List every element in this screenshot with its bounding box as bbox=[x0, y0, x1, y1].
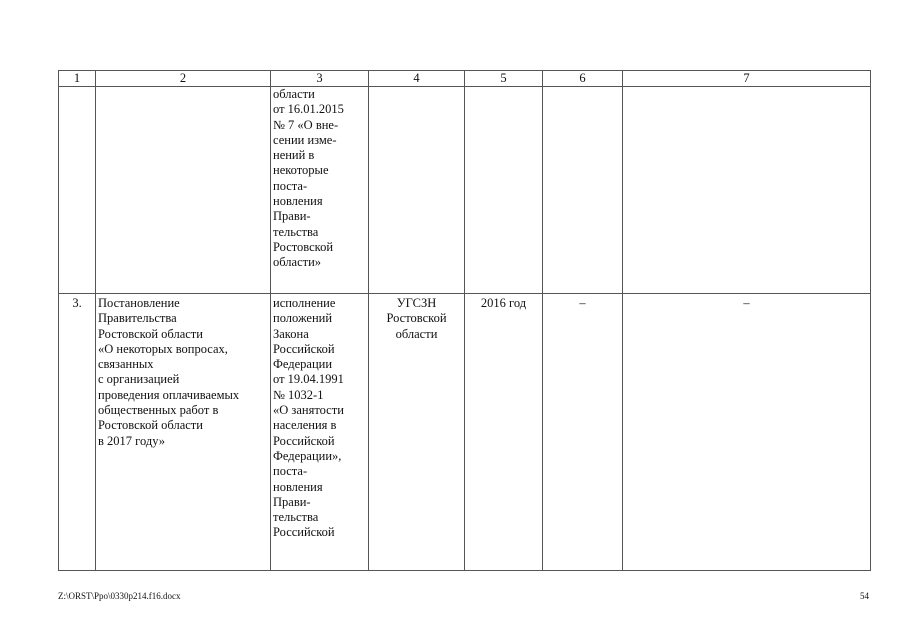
cell-text-line: Российской bbox=[273, 433, 335, 448]
cell-text-line: новления bbox=[273, 479, 323, 494]
cell-text-line: Ростовской bbox=[386, 311, 447, 326]
cell-text-line: области» bbox=[273, 255, 322, 270]
cell-row3-responsible bbox=[369, 294, 465, 571]
cell-continuation-col4 bbox=[369, 87, 465, 294]
cell-row3-document-title bbox=[96, 294, 271, 571]
column-header-2: 2 bbox=[96, 71, 271, 87]
cell-text-line: исполнение bbox=[273, 296, 336, 310]
cell-row3-col7: – bbox=[623, 294, 871, 571]
cell-text-line: Российской bbox=[273, 525, 335, 540]
cell-text-line: в 2017 году» bbox=[98, 433, 166, 448]
footer-file-path: Z:\ORST\Ppo\0330p214.f16.docx bbox=[58, 591, 181, 601]
cell-continuation-col5 bbox=[465, 87, 543, 294]
cell-text-line: поста- bbox=[273, 178, 308, 193]
cell-text-line: связанных bbox=[98, 357, 154, 372]
cell-text-line: области bbox=[273, 87, 315, 101]
cell-text-line: от 16.01.2015 bbox=[273, 102, 344, 117]
cell-text-line: «О некоторых вопросах, bbox=[98, 341, 228, 356]
cell-continuation-col3 bbox=[271, 87, 369, 294]
cell-row3-year: 2016 год bbox=[465, 294, 543, 571]
footer-page-number: 54 bbox=[860, 591, 869, 601]
cell-text-line: № 1032-1 bbox=[273, 387, 324, 402]
cell-text-line: Ростовской области bbox=[98, 326, 203, 341]
cell-text-line: положений bbox=[273, 311, 333, 326]
cell-continuation-col1 bbox=[59, 87, 96, 294]
column-header-6: 6 bbox=[543, 71, 623, 87]
table-header-row bbox=[59, 71, 871, 87]
cell-text-line: Российской bbox=[273, 341, 335, 356]
cell-text-line: проведения оплачиваемых bbox=[98, 387, 240, 402]
cell-text-line: Закона bbox=[273, 326, 309, 341]
cell-continuation-col2 bbox=[96, 87, 271, 294]
cell-text-line: Правительства bbox=[98, 311, 177, 326]
cell-text-line: Прави- bbox=[273, 209, 311, 224]
cell-text-line: с организацией bbox=[98, 372, 180, 387]
cell-text-line: населения в bbox=[273, 418, 337, 433]
cell-text-line: нений в bbox=[273, 148, 315, 163]
cell-continuation-col7 bbox=[623, 87, 871, 294]
cell-text-line: сении изме- bbox=[273, 132, 337, 147]
cell-text-line: Ростовской bbox=[273, 239, 334, 254]
cell-continuation-col6 bbox=[543, 87, 623, 294]
cell-text-line: поста- bbox=[273, 464, 308, 479]
cell-row3-col6: – bbox=[543, 294, 623, 571]
cell-text-line: некоторые bbox=[273, 163, 329, 178]
cell-text-line: Постановление bbox=[98, 296, 180, 310]
cell-text-line: новления bbox=[273, 194, 323, 209]
column-header-5: 5 bbox=[465, 71, 543, 87]
cell-text-line: «О занятости bbox=[273, 403, 344, 418]
cell-text-line: Прави- bbox=[273, 494, 311, 509]
table-row-continuation bbox=[59, 87, 871, 294]
cell-text-line: общественных работ в bbox=[98, 403, 219, 418]
cell-text-line: Федерации bbox=[273, 357, 333, 372]
column-header-3: 3 bbox=[271, 71, 369, 87]
cell-text-line: № 7 «О вне- bbox=[273, 117, 339, 132]
cell-row3-basis bbox=[271, 294, 369, 571]
cell-text-line: Ростовской области bbox=[98, 418, 203, 433]
cell-text-line: тельства bbox=[273, 510, 319, 525]
cell-text-line: от 19.04.1991 bbox=[273, 372, 344, 387]
document-table bbox=[58, 70, 871, 571]
cell-text-line: Федерации», bbox=[273, 448, 342, 463]
table-row-3 bbox=[59, 294, 871, 571]
cell-text-line: области bbox=[395, 326, 438, 341]
column-header-7: 7 bbox=[623, 71, 871, 87]
cell-text-line: тельства bbox=[273, 224, 319, 239]
cell-text-line: УГСЗН bbox=[396, 296, 437, 310]
column-header-1: 1 bbox=[59, 71, 96, 87]
column-header-4: 4 bbox=[369, 71, 465, 87]
cell-row3-number: 3. bbox=[59, 294, 96, 571]
